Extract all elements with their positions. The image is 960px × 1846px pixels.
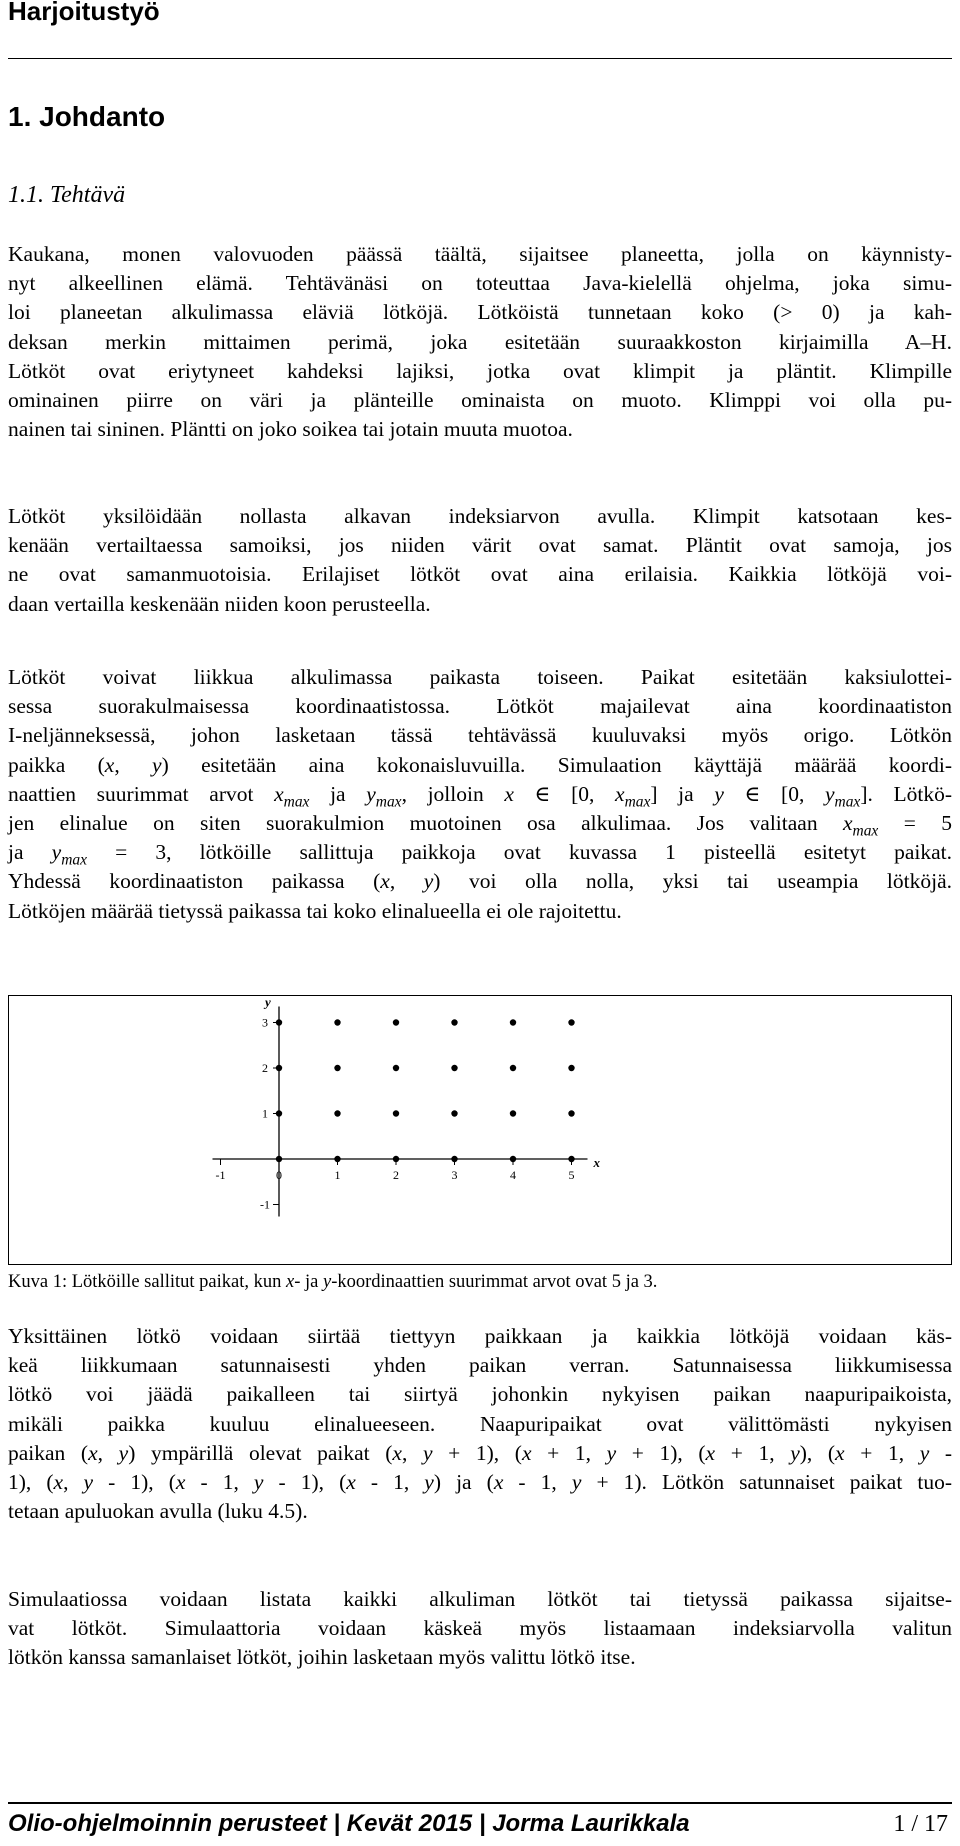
y-axis-label: y <box>265 996 271 1010</box>
text-line: tetaan apuluokan avulla (luku 4.5). <box>8 1499 308 1524</box>
allowed-position-point <box>451 1019 457 1025</box>
footer-divider <box>8 1802 952 1804</box>
text-line: loi planeetan alkulimassa eläviä lötköjä. Lötköistä tunnetaan koko (> 0) ja kah- <box>8 300 952 325</box>
allowed-position-point <box>393 1156 399 1162</box>
text-line: 1), (x, y - 1), (x - 1, y - 1), (x - 1, y) ja (x - 1, y + 1). Lötkön satunnaiset paikat tuo- <box>8 1469 952 1494</box>
text-line: nyt alkeellinen elämä. Tehtävänäsi on toteuttaa Java-kielellä ohjelma, joka simu- <box>8 271 952 296</box>
text-line: ominainen piirre on väri ja plänteille ominaista on muoto. Klimppi voi olla pu- <box>8 387 952 412</box>
text-line: lötkön kanssa samanlaiset lötköt, joihin lasketaan myös valittu lötkö itse. <box>8 1645 636 1670</box>
x-tick-label: 5 <box>568 1168 575 1182</box>
text-line: Lötköt ovat eriytyneet kahdeksi lajiksi, jotka ovat klimpit ja pläntit. Klimpille <box>8 358 952 383</box>
text-line: paikka (x, y) esitetään aina kokonaisluvuilla. Simulaation käyttäjä määrää koordi- <box>8 752 953 777</box>
allowed-position-point <box>334 1065 340 1071</box>
coordinate-grid-chart <box>9 996 951 1264</box>
figure-frame <box>8 995 952 1265</box>
section-heading: 1. Johdanto <box>8 101 166 132</box>
allowed-position-point <box>510 1156 516 1162</box>
x-axis-label: x <box>593 1155 600 1170</box>
paragraph-listing <box>8 1585 952 1673</box>
text-line: ne ovat samanmuotoisia. Erilajiset lötköt ovat aina erilaisia. Kaikkia lötköjä voi- <box>8 562 952 587</box>
allowed-position-point <box>451 1110 457 1116</box>
subsection-heading: 1.1. Tehtävä <box>8 182 126 208</box>
x-tick-label: -1 <box>215 1168 226 1182</box>
allowed-position-point <box>568 1156 574 1162</box>
page-number: 1 / 17 <box>893 1811 948 1837</box>
text-line: naattien suurimmat arvot $x_{max}$ ja $y_{max}$, jolloin x ∈ [0, $x_{max}$] ja y ∈ [0, $y_{max}$]. Lötkö- <box>8 781 952 811</box>
text-line: Lötköt voivat liikkua alkulimassa paikasta toiseen. Paikat esitetään kaksiulottei- <box>8 665 952 689</box>
text-line: Lötköjen määrää tietyssä paikassa tai koko elinalueella ei ole rajoitettu. <box>8 898 622 923</box>
allowed-position-point <box>334 1110 340 1116</box>
text-line: deksan merkin mittaimen perimä, joka esitetään suuraakkoston kirjaimilla A–H. <box>8 329 952 354</box>
allowed-position-point <box>451 1156 457 1162</box>
paragraph-movement <box>8 1322 952 1526</box>
text-line: Yhdessä koordinaatiston paikassa (x, y) voi olla nolla, yksi tai useampia lötköjä. <box>8 869 953 894</box>
y-tick-label: 3 <box>262 1015 268 1030</box>
allowed-position-point <box>276 1065 282 1071</box>
text-line: Yksittäinen lötkö voidaan siirtää tiettyyn paikkaan ja kaikkia lötköjä voidaan käs- <box>8 1324 952 1348</box>
allowed-position-point <box>451 1065 457 1071</box>
x-tick-label: 2 <box>393 1168 399 1182</box>
allowed-position-point <box>334 1019 340 1025</box>
x-tick-label: 4 <box>510 1168 516 1182</box>
text-line: mikäli paikka kuuluu elinalueeseen. Naapuripaikat ovat välittömästi nykyisen <box>8 1411 952 1436</box>
allowed-position-point <box>276 1019 282 1025</box>
text-line: Kaukana, monen valovuoden päässä täältä, sijaitsee planeetta, jolla on käynnisty- <box>8 242 952 266</box>
allowed-position-point <box>568 1065 574 1071</box>
document-title: Harjoitustyö <box>8 0 160 26</box>
allowed-position-point <box>510 1065 516 1071</box>
text-line: I-neljänneksessä, johon lasketaan tässä tehtävässä kuuluvaksi myös origo. Lötkön <box>8 723 952 748</box>
header-divider <box>8 58 952 59</box>
text-line: Lötköt yksilöidään nollasta alkavan indeksiarvon avulla. Klimpit katsotaan kes- <box>8 504 952 528</box>
allowed-position-point <box>393 1019 399 1025</box>
text-line: lötkö voi jäädä paikalleen tai siirtyä johonkin nykyisen paikan naapuripaikoista, <box>8 1382 952 1407</box>
allowed-position-point <box>393 1065 399 1071</box>
text-line: nainen tai sininen. Pläntti on joko soikea tai jotain muuta muotoa. <box>8 417 573 442</box>
text-line: sessa suorakulmaisessa koordinaatistossa. Lötköt majailevat aina koordinaatiston <box>8 694 952 719</box>
x-tick-label: 3 <box>451 1168 458 1182</box>
footer-course-info: Olio-ohjelmoinnin perusteet | Kevät 2015 | Jorma Laurikkala <box>8 1810 690 1837</box>
y-tick-label: 1 <box>262 1106 268 1121</box>
y-tick-label: 2 <box>262 1061 268 1075</box>
allowed-position-point <box>568 1110 574 1116</box>
text-line: jen elinalue on siten suorakulmion muotoinen osa alkulimaa. Jos valitaan $x_{max} = 5$ <box>8 810 952 840</box>
x-tick-label: 1 <box>334 1168 341 1182</box>
text-line: ja $y_{max} = 3$, lötköille sallittuja paikkoja ovat kuvassa 1 pisteellä esitetyt paikat. <box>8 840 952 869</box>
figure-caption: Kuva 1: Lötköille sallitut paikat, kun x- ja y-koordinaattien suurimmat arvot ovat 5 ja 3. <box>8 1272 658 1292</box>
allowed-position-point <box>510 1019 516 1025</box>
allowed-position-point <box>568 1019 574 1025</box>
paragraph-coordinates <box>8 663 952 926</box>
y-tick-label: -1 <box>260 1197 270 1212</box>
text-line: Simulaatiossa voidaan listata kaikki alkuliman lötköt tai tietyssä paikassa sijaitse- <box>8 1587 952 1611</box>
text-line: vat lötköt. Simulaattoria voidaan käskeä myös listaamaan indeksiarvolla valitun <box>8 1616 952 1641</box>
allowed-position-point <box>393 1110 399 1116</box>
allowed-position-point <box>334 1156 340 1162</box>
x-tick-label: 0 <box>276 1168 282 1182</box>
paragraph-identification <box>8 502 952 619</box>
paragraph-intro <box>8 240 952 444</box>
text-line: kenään vertailtaessa samoiksi, jos niiden värit ovat samat. Pläntit ovat samoja, jos <box>8 533 952 558</box>
text-line: keä liikkumaan satunnaisesti yhden paikan verran. Satunnaisessa liikkumisessa <box>8 1353 952 1378</box>
allowed-position-point <box>276 1110 282 1116</box>
allowed-position-point <box>510 1110 516 1116</box>
allowed-position-point <box>276 1156 282 1162</box>
text-line: daan vertailla keskenään niiden koon perusteella. <box>8 591 431 616</box>
text-line: paikan (x, y) ympärillä olevat paikat (x, y + 1), (x + 1, y + 1), (x + 1, y), (x + 1, y - <box>8 1440 953 1465</box>
